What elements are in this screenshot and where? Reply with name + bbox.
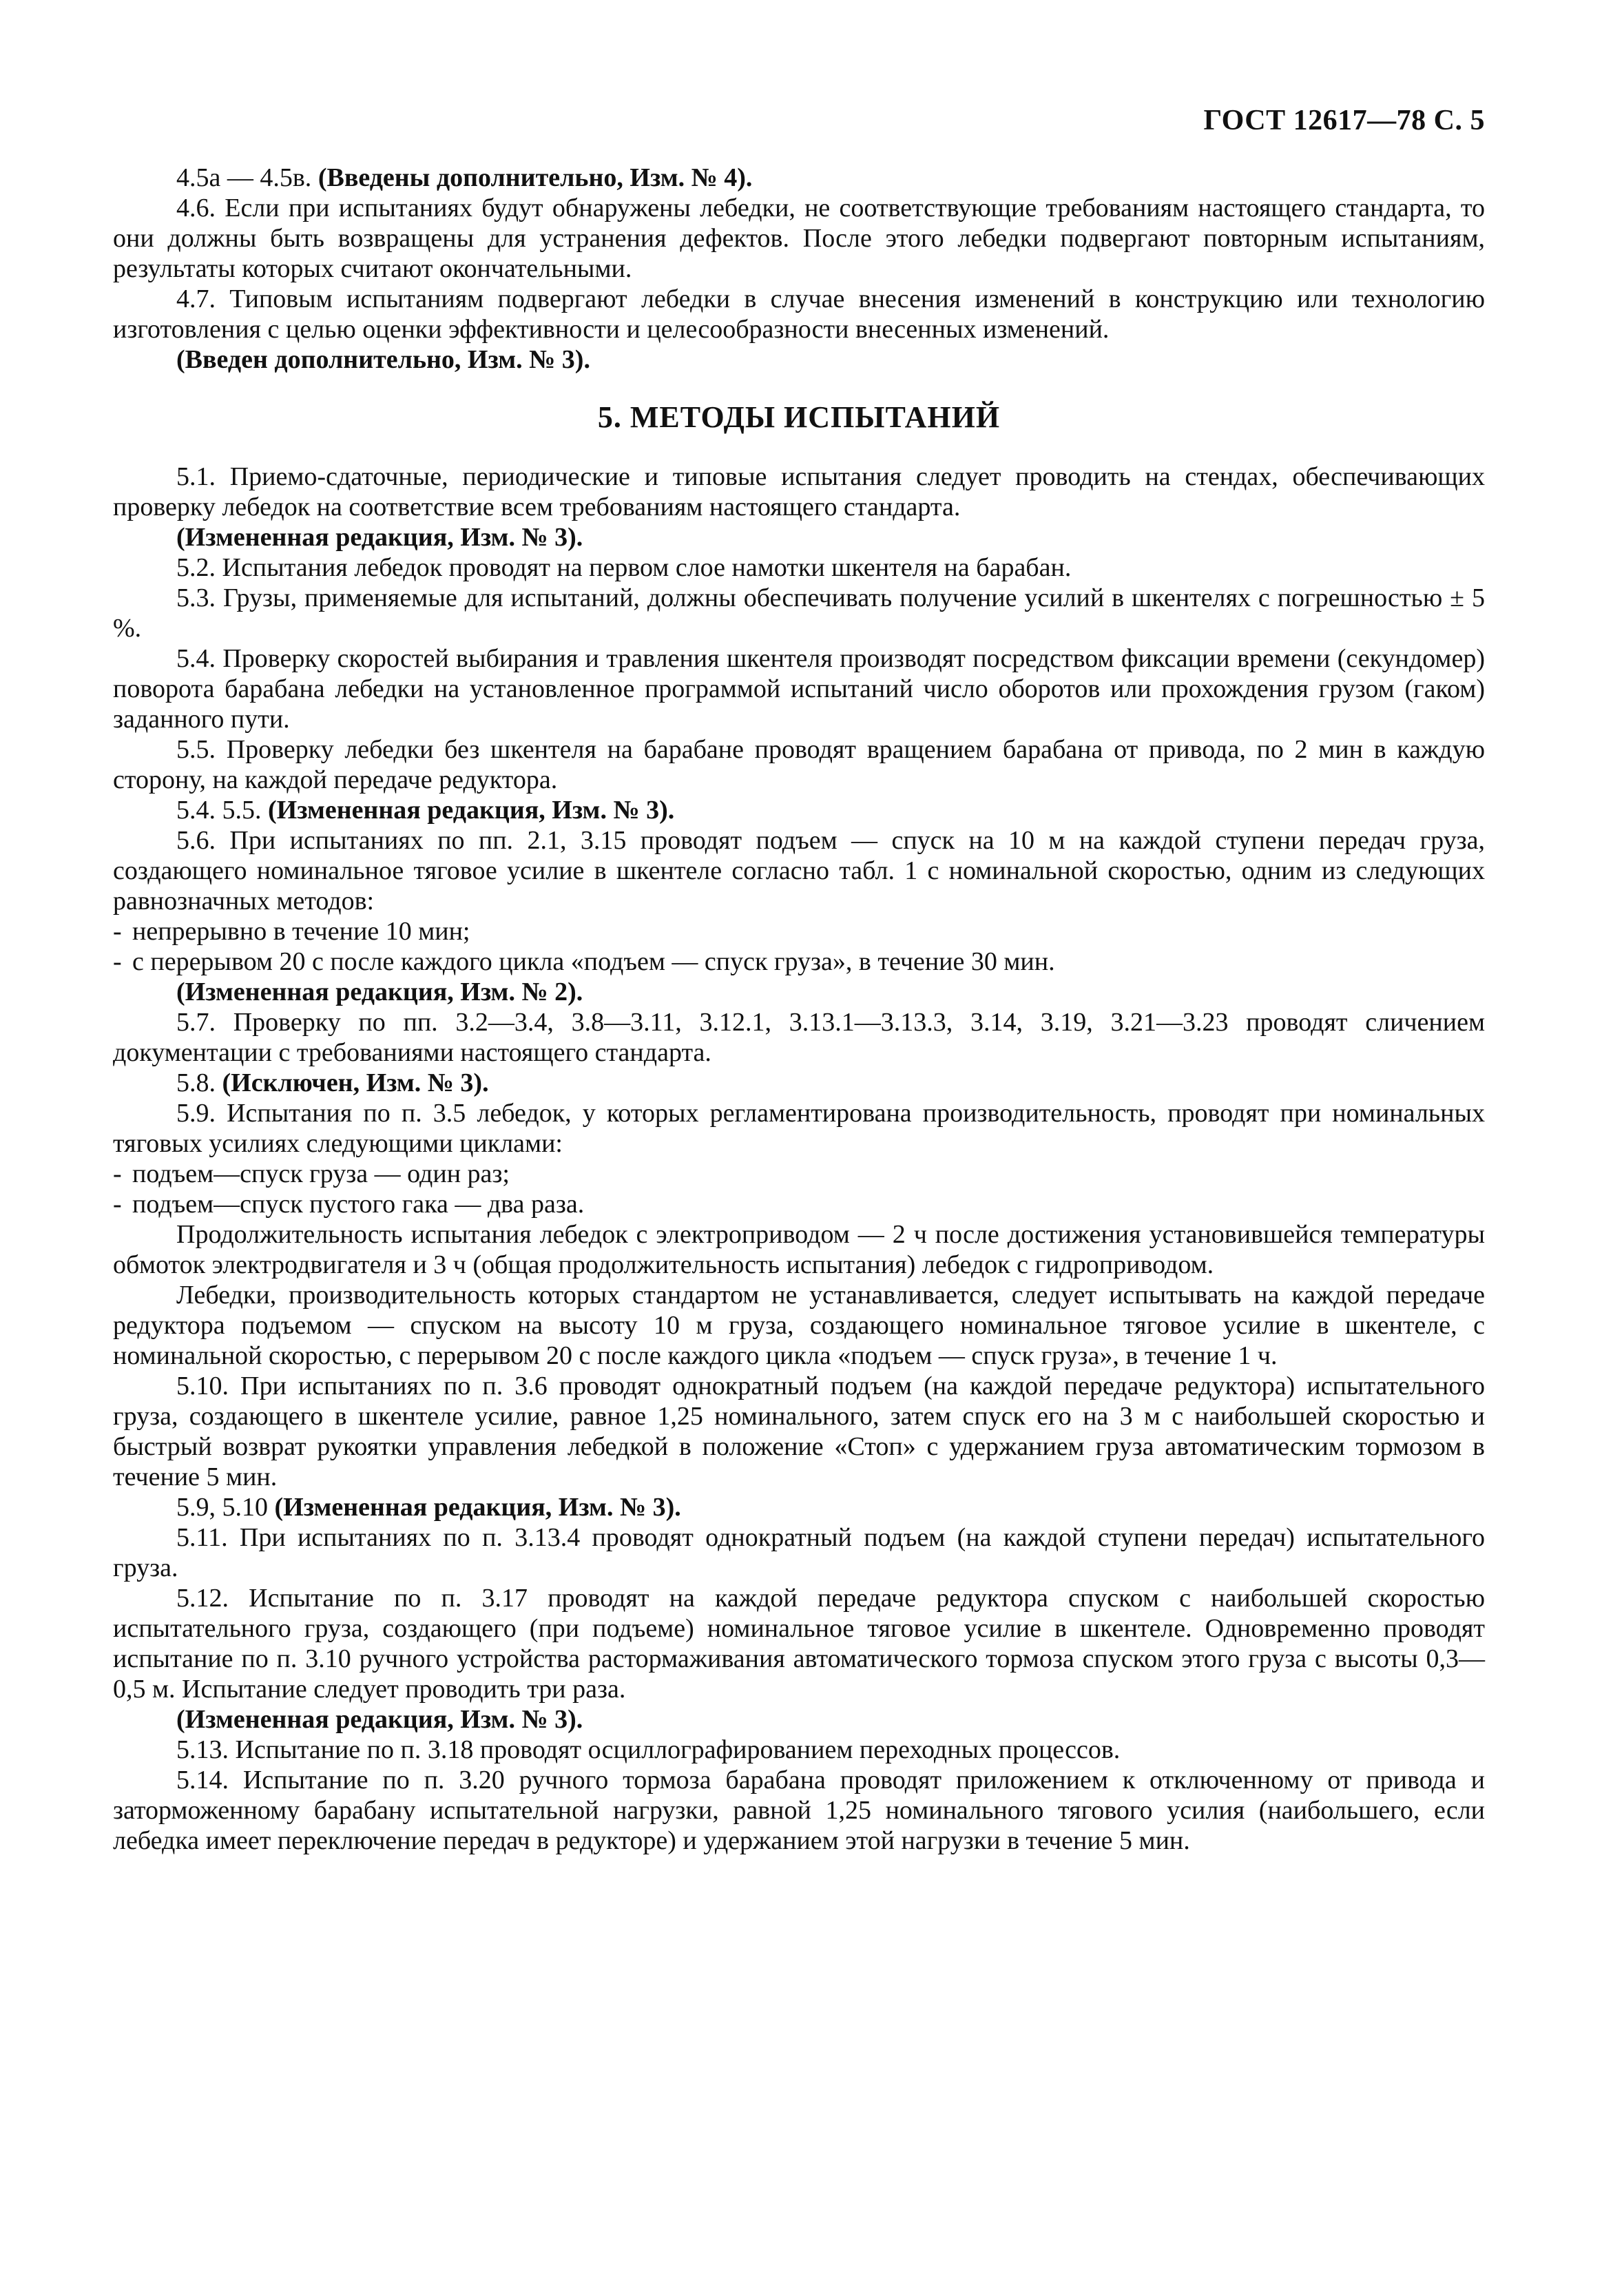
paragraph bbox=[113, 947, 1485, 977]
paragraph bbox=[113, 1522, 1485, 1583]
list-dash-marker: - bbox=[113, 1190, 122, 1219]
paragraph bbox=[113, 583, 1485, 643]
paragraph-text: 4.6. Если при испытаниях будут обнаружены лебедки, не соответствующие требованиям настоящего стандарта, то они должны быть возвращены для устранения дефектов. После этого лебедки подвергают повторным испытаниям, результаты которых считают окончательными. bbox=[113, 194, 1485, 283]
amendment-note: (Введен дополнительно, Изм. № 3). bbox=[176, 345, 590, 374]
amendment-note: (Измененная редакция, Изм. № 2). bbox=[176, 978, 583, 1006]
paragraph bbox=[113, 1735, 1485, 1765]
paragraph bbox=[113, 1765, 1485, 1856]
paragraph bbox=[113, 1583, 1485, 1704]
document-page bbox=[113, 102, 1485, 1856]
paragraph bbox=[113, 193, 1485, 284]
paragraph bbox=[113, 1371, 1485, 1492]
paragraph-text: Продолжительность испытания лебедок с электроприводом — 2 ч после достижения установившейся температуры обмоток электродвигателя и 3 ч (общая продолжительность испытания) лебедок с гидроприводом. bbox=[113, 1220, 1485, 1279]
paragraph-text: 5.10. При испытаниях по п. 3.6 проводят однократный подъем (на каждой передаче редуктора) испытательного груза, создающего в шкентеле усилие, равное 1,25 номинального, затем спуск его на 3 м с наибольшей скоростью и быстрый возврат рукоятки управления лебедкой в положение «Стоп» с удержанием груза автоматическим тормозом в течение 5 мин. bbox=[113, 1372, 1485, 1491]
paragraph-text: 5.2. Испытания лебедок проводят на первом слое намотки шкентеля на барабан. bbox=[176, 553, 1072, 582]
section-title: 5. МЕТОДЫ ИСПЫТАНИЙ bbox=[597, 400, 1001, 434]
paragraph-text: 4.5а — 4.5в. bbox=[176, 163, 318, 192]
list-dash-marker: - bbox=[113, 947, 122, 976]
paragraph bbox=[113, 522, 1485, 552]
paragraph-text: 5.12. Испытание по п. 3.17 проводят на каждой передаче редуктора спуском с наибольшей скоростью испытательного груза, создающего (при подъеме) номинальное тяговое усилие в шкентеле. Одновременно проводят испытание по п. 3.10 ручного устройства растормаживания автоматического тормоза спуском этого груза с высоты 0,3—0,5 м. Испытание следует проводить три раза. bbox=[113, 1584, 1485, 1704]
paragraph-text: 5.4. Проверку скоростей выбирания и травления шкентеля производят посредством фиксации времени (секундомер) поворота барабана лебедки на установленное программой испытаний число оборотов или прохождения грузом (гаком) заданного пути. bbox=[113, 644, 1485, 734]
paragraph bbox=[113, 916, 1485, 947]
paragraph-text: с перерывом 20 с после каждого цикла «подъем — спуск груза», в течение 30 мин. bbox=[132, 947, 1055, 976]
paragraph bbox=[113, 284, 1485, 344]
paragraph-text: 5.1. Приемо-сдаточные, периодические и типовые испытания следует проводить на стендах, обеспечивающих проверку лебедок на соответствие всем требованиям настоящего стандарта. bbox=[113, 462, 1485, 521]
paragraph-text: 5.4. 5.5. bbox=[176, 796, 268, 825]
paragraph-text: 5.7. Проверку по пп. 3.2—3.4, 3.8—3.11, 3.12.1, 3.13.1—3.13.3, 3.14, 3.19, 3.21—3.23 проводят сличением документации с требованиями настоящего стандарта. bbox=[113, 1008, 1485, 1067]
paragraph bbox=[113, 1007, 1485, 1068]
text-block-before bbox=[113, 163, 1485, 375]
amendment-note: (Измененная редакция, Изм. № 3). bbox=[268, 796, 675, 825]
paragraph bbox=[113, 1704, 1485, 1735]
paragraph-text: 5.9, 5.10 bbox=[176, 1493, 275, 1522]
paragraph bbox=[113, 552, 1485, 583]
paragraph bbox=[113, 1068, 1485, 1098]
paragraph bbox=[113, 1219, 1485, 1280]
list-dash-marker: - bbox=[113, 917, 122, 946]
paragraph-text: 5.3. Грузы, применяемые для испытаний, должны обеспечивать получение усилий в шкентелях с погрешностью ± 5 %. bbox=[113, 583, 1485, 643]
paragraph-text: 5.11. При испытаниях по п. 3.13.4 проводят однократный подъем (на каждой ступени передач) испытательного груза. bbox=[113, 1523, 1485, 1582]
paragraph-text: 4.7. Типовым испытаниям подвергают лебедки в случае внесения изменений в конструкцию или технологию изготовления с целью оценки эффективности и целесообразности внесенных изменений. bbox=[113, 285, 1485, 344]
running-header: ГОСТ 12617—78 С. 5 bbox=[1203, 105, 1485, 136]
paragraph-text: 5.8. bbox=[176, 1068, 222, 1097]
paragraph bbox=[113, 1280, 1485, 1371]
text-block-after bbox=[113, 462, 1485, 1856]
paragraph bbox=[113, 462, 1485, 522]
amendment-note: (Измененная редакция, Изм. № 3). bbox=[176, 1705, 583, 1734]
paragraph-text: 5.13. Испытание по п. 3.18 проводят осциллографированием переходных процессов. bbox=[176, 1735, 1121, 1764]
paragraph bbox=[113, 977, 1485, 1007]
paragraph-text: 5.5. Проверку лебедки без шкентеля на барабане проводят вращением барабана от привода, по 2 мин в каждую сторону, на каждой передаче редуктора. bbox=[113, 735, 1485, 794]
paragraph bbox=[113, 163, 1485, 193]
paragraph bbox=[113, 825, 1485, 916]
paragraph-text: подъем—спуск груза — один раз; bbox=[132, 1159, 510, 1188]
list-dash-marker: - bbox=[113, 1159, 122, 1188]
paragraph-text: 5.6. При испытаниях по пп. 2.1, 3.15 проводят подъем — спуск на 10 м на каждой ступени передач груза, создающего номинальное тяговое усилие в шкентеле согласно табл. 1 с номинальной скоростью, одним из следующих равнозначных методов: bbox=[113, 826, 1485, 916]
amendment-note: (Введены дополнительно, Изм. № 4). bbox=[318, 163, 753, 192]
paragraph bbox=[113, 795, 1485, 825]
paragraph-text: 5.9. Испытания по п. 3.5 лебедок, у которых регламентирована производительность, проводят при номинальных тяговых усилиях следующими циклами: bbox=[113, 1099, 1485, 1158]
paragraph bbox=[113, 1159, 1485, 1189]
amendment-note: (Измененная редакция, Изм. № 3). bbox=[176, 523, 583, 552]
paragraph bbox=[113, 1492, 1485, 1522]
paragraph-text: непрерывно в течение 10 мин; bbox=[132, 917, 470, 946]
paragraph bbox=[113, 344, 1485, 375]
amendment-note: (Исключен, Изм. № 3). bbox=[222, 1068, 489, 1097]
paragraph bbox=[113, 643, 1485, 734]
amendment-note: (Измененная редакция, Изм. № 3). bbox=[274, 1493, 681, 1522]
paragraph-text: подъем—спуск пустого гака — два раза. bbox=[132, 1190, 585, 1219]
paragraph bbox=[113, 734, 1485, 795]
paragraph-text: 5.14. Испытание по п. 3.20 ручного тормоза барабана проводят приложением к отключенному от привода и заторможенному барабану испытательной нагрузки, равной 1,25 номинального тягового усилия (наибольшего, если лебедка имеет переключение передач в редукторе) и удержанием этой нагрузки в течение 5 мин. bbox=[113, 1766, 1485, 1855]
paragraph bbox=[113, 1098, 1485, 1159]
paragraph bbox=[113, 1189, 1485, 1219]
paragraph-text: Лебедки, производительность которых стандартом не устанавливается, следует испытывать на каждой передаче редуктора подъемом — спуском на высоту 10 м груза, создающего номинальное тяговое усилие в шкентеле, с номинальной скоростью, с перерывом 20 с после каждого цикла «подъем — спуск груза», в течение 1 ч. bbox=[113, 1281, 1485, 1370]
